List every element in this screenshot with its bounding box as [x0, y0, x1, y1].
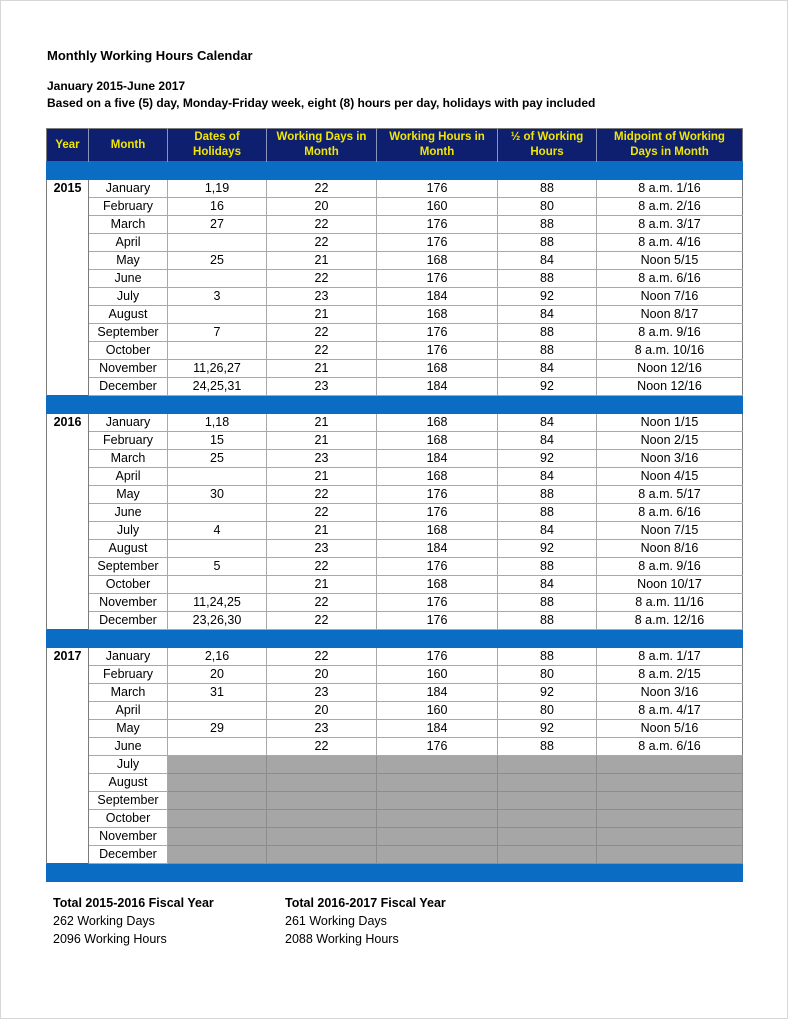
working-hours-cell: 176 [377, 324, 498, 342]
midpoint-cell: Noon 7/15 [597, 522, 743, 540]
header-midpoint-line2: Days in Month [630, 146, 709, 158]
header-working-days [267, 129, 377, 162]
working-days-cell: 22 [267, 234, 377, 252]
working-hours-cell: 168 [377, 306, 498, 324]
empty-shaded-cell [498, 846, 597, 864]
half-hours-cell: 92 [498, 288, 597, 306]
empty-shaded-cell [597, 810, 743, 828]
working-days-cell: 21 [267, 432, 377, 450]
table-row [47, 360, 743, 378]
holidays-cell: 30 [168, 486, 267, 504]
empty-shaded-cell [377, 792, 498, 810]
half-hours-cell: 84 [498, 306, 597, 324]
header-month: Month [89, 129, 168, 162]
date-range-subtitle: January 2015-June 2017 [47, 79, 186, 93]
empty-shaded-cell [377, 846, 498, 864]
separator-bar [47, 864, 743, 882]
half-hours-cell: 80 [498, 198, 597, 216]
table-row [47, 612, 743, 630]
month-cell: January [89, 414, 168, 432]
basis-subtitle: Based on a five (5) day, Monday-Friday week, eight (8) hours per day, holidays with pay included [47, 96, 596, 110]
working-days-cell: 20 [267, 702, 377, 720]
empty-shaded-cell [597, 792, 743, 810]
midpoint-cell: Noon 8/16 [597, 540, 743, 558]
separator-bar-cell [47, 396, 743, 414]
working-days-cell: 21 [267, 522, 377, 540]
holidays-cell [168, 306, 267, 324]
month-cell: April [89, 702, 168, 720]
empty-shaded-cell [267, 774, 377, 792]
table-row [47, 558, 743, 576]
empty-shaded-cell [168, 810, 267, 828]
table-row [47, 540, 743, 558]
working-days-cell: 21 [267, 252, 377, 270]
fiscal-total-hours: 2096 Working Hours [53, 932, 167, 946]
midpoint-cell: 8 a.m. 2/16 [597, 198, 743, 216]
month-cell: August [89, 540, 168, 558]
working-days-cell: 23 [267, 450, 377, 468]
table-row [47, 576, 743, 594]
header-working-hours [377, 129, 498, 162]
holidays-cell: 3 [168, 288, 267, 306]
midpoint-cell: Noon 3/16 [597, 684, 743, 702]
empty-shaded-cell [377, 810, 498, 828]
holidays-cell [168, 576, 267, 594]
working-days-cell: 23 [267, 288, 377, 306]
midpoint-cell: 8 a.m. 4/17 [597, 702, 743, 720]
midpoint-cell: 8 a.m. 9/16 [597, 324, 743, 342]
month-cell: November [89, 594, 168, 612]
month-cell: February [89, 666, 168, 684]
month-cell: May [89, 486, 168, 504]
midpoint-cell: 8 a.m. 10/16 [597, 342, 743, 360]
midpoint-cell: 8 a.m. 11/16 [597, 594, 743, 612]
holidays-cell: 31 [168, 684, 267, 702]
table-row [47, 468, 743, 486]
month-cell: July [89, 522, 168, 540]
header-holidays-line1: Dates of [194, 131, 240, 143]
empty-shaded-cell [377, 774, 498, 792]
working-hours-cell: 176 [377, 558, 498, 576]
fiscal-total-2015-2016 [53, 894, 214, 948]
empty-shaded-cell [597, 774, 743, 792]
separator-bar [47, 630, 743, 648]
holidays-cell [168, 342, 267, 360]
month-cell: September [89, 558, 168, 576]
holidays-cell: 25 [168, 252, 267, 270]
fiscal-total-2016-2017 [285, 894, 446, 948]
midpoint-cell: Noon 5/15 [597, 252, 743, 270]
separator-bar-cell [47, 864, 743, 882]
working-hours-cell: 160 [377, 198, 498, 216]
working-hours-cell: 176 [377, 594, 498, 612]
midpoint-cell: 8 a.m. 5/17 [597, 486, 743, 504]
half-hours-cell: 88 [498, 504, 597, 522]
working-hours-cell: 168 [377, 576, 498, 594]
header-year: Year [47, 129, 89, 162]
working-hours-cell: 176 [377, 504, 498, 522]
working-hours-cell: 168 [377, 252, 498, 270]
holidays-cell: 11,26,27 [168, 360, 267, 378]
fiscal-total-heading: Total 2015-2016 Fiscal Year [53, 896, 214, 910]
header-working-days-line2: Month [304, 146, 339, 158]
empty-shaded-cell [168, 774, 267, 792]
month-cell: February [89, 198, 168, 216]
empty-shaded-cell [267, 756, 377, 774]
month-cell: June [89, 504, 168, 522]
holidays-cell: 1,19 [168, 180, 267, 198]
empty-shaded-cell [498, 756, 597, 774]
half-hours-cell: 88 [498, 558, 597, 576]
month-cell: July [89, 288, 168, 306]
month-cell: July [89, 756, 168, 774]
working-hours-cell: 184 [377, 540, 498, 558]
month-cell: November [89, 360, 168, 378]
holidays-cell [168, 738, 267, 756]
working-hours-cell: 176 [377, 648, 498, 666]
table-row [47, 594, 743, 612]
working-days-cell: 21 [267, 468, 377, 486]
empty-shaded-cell [267, 828, 377, 846]
header-half-hours [498, 129, 597, 162]
separator-bar-cell [47, 162, 743, 180]
empty-shaded-cell [597, 828, 743, 846]
month-cell: December [89, 612, 168, 630]
midpoint-cell: Noon 2/15 [597, 432, 743, 450]
header-half-hours-line1: ½ of Working [510, 131, 584, 143]
table-row [47, 774, 743, 792]
header-midpoint-line1: Midpoint of Working [614, 131, 725, 143]
table-row [47, 234, 743, 252]
table-row [47, 414, 743, 432]
working-days-cell: 22 [267, 270, 377, 288]
empty-shaded-cell [267, 846, 377, 864]
month-cell: August [89, 774, 168, 792]
working-days-cell: 22 [267, 558, 377, 576]
table-row [47, 666, 743, 684]
table-row [47, 738, 743, 756]
fiscal-total-days: 262 Working Days [53, 914, 155, 928]
holidays-cell [168, 504, 267, 522]
midpoint-cell: Noon 5/16 [597, 720, 743, 738]
month-cell: April [89, 468, 168, 486]
holidays-cell: 11,24,25 [168, 594, 267, 612]
midpoint-cell: 8 a.m. 1/16 [597, 180, 743, 198]
month-cell: February [89, 432, 168, 450]
working-hours-cell: 184 [377, 684, 498, 702]
working-hours-cell: 168 [377, 360, 498, 378]
midpoint-cell: Noon 10/17 [597, 576, 743, 594]
header-working-days-line1: Working Days in [276, 131, 367, 143]
month-cell: December [89, 846, 168, 864]
table-row [47, 270, 743, 288]
table-row [47, 342, 743, 360]
month-cell: March [89, 684, 168, 702]
midpoint-cell: 8 a.m. 1/17 [597, 648, 743, 666]
working-hours-cell: 160 [377, 702, 498, 720]
month-cell: August [89, 306, 168, 324]
half-hours-cell: 92 [498, 684, 597, 702]
month-cell: October [89, 342, 168, 360]
half-hours-cell: 92 [498, 540, 597, 558]
half-hours-cell: 84 [498, 522, 597, 540]
midpoint-cell: 8 a.m. 6/16 [597, 504, 743, 522]
working-days-cell: 22 [267, 216, 377, 234]
table-row [47, 450, 743, 468]
table-row [47, 432, 743, 450]
working-days-cell: 21 [267, 360, 377, 378]
table-row [47, 378, 743, 396]
working-days-cell: 22 [267, 504, 377, 522]
midpoint-cell: Noon 1/15 [597, 414, 743, 432]
empty-shaded-cell [168, 792, 267, 810]
table-header-row [47, 129, 743, 162]
table-row [47, 702, 743, 720]
working-days-cell: 21 [267, 576, 377, 594]
working-hours-cell: 168 [377, 432, 498, 450]
working-days-cell: 20 [267, 666, 377, 684]
midpoint-cell: 8 a.m. 4/16 [597, 234, 743, 252]
empty-shaded-cell [498, 810, 597, 828]
empty-shaded-cell [498, 828, 597, 846]
working-days-cell: 20 [267, 198, 377, 216]
midpoint-cell: 8 a.m. 2/15 [597, 666, 743, 684]
month-cell: May [89, 720, 168, 738]
half-hours-cell: 84 [498, 252, 597, 270]
year-cell: 2016 [47, 414, 89, 630]
empty-shaded-cell [267, 792, 377, 810]
year-cell: 2015 [47, 180, 89, 396]
header-half-hours-line2: Hours [530, 146, 564, 158]
empty-shaded-cell [498, 774, 597, 792]
half-hours-cell: 88 [498, 180, 597, 198]
half-hours-cell: 84 [498, 360, 597, 378]
working-days-cell: 22 [267, 324, 377, 342]
half-hours-cell: 88 [498, 216, 597, 234]
table-row [47, 684, 743, 702]
working-days-cell: 22 [267, 612, 377, 630]
half-hours-cell: 92 [498, 450, 597, 468]
table-row [47, 324, 743, 342]
midpoint-cell: 8 a.m. 3/17 [597, 216, 743, 234]
working-days-cell: 22 [267, 594, 377, 612]
working-hours-cell: 176 [377, 342, 498, 360]
header-working-hours-line1: Working Hours in [389, 131, 485, 143]
holidays-cell: 23,26,30 [168, 612, 267, 630]
empty-shaded-cell [498, 792, 597, 810]
table-row [47, 720, 743, 738]
month-cell: January [89, 648, 168, 666]
working-days-cell: 21 [267, 414, 377, 432]
midpoint-cell: 8 a.m. 12/16 [597, 612, 743, 630]
working-hours-cell: 168 [377, 522, 498, 540]
half-hours-cell: 84 [498, 468, 597, 486]
empty-shaded-cell [168, 828, 267, 846]
fiscal-total-hours: 2088 Working Hours [285, 932, 399, 946]
working-days-cell: 23 [267, 684, 377, 702]
midpoint-cell: Noon 7/16 [597, 288, 743, 306]
table-row [47, 306, 743, 324]
holidays-cell: 24,25,31 [168, 378, 267, 396]
holidays-cell: 25 [168, 450, 267, 468]
half-hours-cell: 88 [498, 648, 597, 666]
midpoint-cell: Noon 3/16 [597, 450, 743, 468]
working-hours-cell: 184 [377, 450, 498, 468]
table-body [47, 162, 743, 882]
fiscal-total-days: 261 Working Days [285, 914, 387, 928]
working-hours-cell: 176 [377, 234, 498, 252]
working-hours-cell: 176 [377, 180, 498, 198]
half-hours-cell: 88 [498, 342, 597, 360]
half-hours-cell: 88 [498, 486, 597, 504]
holidays-cell [168, 468, 267, 486]
table-row [47, 504, 743, 522]
table-row [47, 648, 743, 666]
holidays-cell: 27 [168, 216, 267, 234]
month-cell: June [89, 270, 168, 288]
working-days-cell: 22 [267, 738, 377, 756]
table-row [47, 288, 743, 306]
half-hours-cell: 88 [498, 324, 597, 342]
table-row [47, 846, 743, 864]
half-hours-cell: 80 [498, 666, 597, 684]
working-hours-cell: 160 [377, 666, 498, 684]
empty-shaded-cell [597, 846, 743, 864]
holidays-cell: 15 [168, 432, 267, 450]
holidays-cell: 16 [168, 198, 267, 216]
holidays-cell: 2,16 [168, 648, 267, 666]
month-cell: April [89, 234, 168, 252]
table-row [47, 180, 743, 198]
header-holidays-line2: Holidays [193, 146, 241, 158]
half-hours-cell: 80 [498, 702, 597, 720]
table-row [47, 252, 743, 270]
midpoint-cell: Noon 4/15 [597, 468, 743, 486]
holidays-cell: 20 [168, 666, 267, 684]
working-days-cell: 22 [267, 180, 377, 198]
working-hours-cell: 176 [377, 612, 498, 630]
table-row [47, 756, 743, 774]
holidays-cell: 4 [168, 522, 267, 540]
month-cell: May [89, 252, 168, 270]
working-hours-cell: 176 [377, 216, 498, 234]
half-hours-cell: 88 [498, 612, 597, 630]
month-cell: June [89, 738, 168, 756]
month-cell: March [89, 216, 168, 234]
working-days-cell: 22 [267, 648, 377, 666]
midpoint-cell: Noon 8/17 [597, 306, 743, 324]
working-hours-cell: 176 [377, 738, 498, 756]
empty-shaded-cell [377, 828, 498, 846]
year-cell: 2017 [47, 648, 89, 864]
fiscal-total-heading: Total 2016-2017 Fiscal Year [285, 896, 446, 910]
half-hours-cell: 84 [498, 432, 597, 450]
working-hours-cell: 176 [377, 270, 498, 288]
half-hours-cell: 88 [498, 594, 597, 612]
empty-shaded-cell [267, 810, 377, 828]
holidays-cell: 7 [168, 324, 267, 342]
midpoint-cell: Noon 12/16 [597, 360, 743, 378]
month-cell: October [89, 810, 168, 828]
midpoint-cell: Noon 12/16 [597, 378, 743, 396]
holidays-cell [168, 540, 267, 558]
working-days-cell: 23 [267, 720, 377, 738]
header-holidays [168, 129, 267, 162]
table-row [47, 810, 743, 828]
working-hours-cell: 184 [377, 720, 498, 738]
holidays-cell: 5 [168, 558, 267, 576]
holidays-cell [168, 702, 267, 720]
header-midpoint [597, 129, 743, 162]
table-row [47, 792, 743, 810]
working-days-cell: 22 [267, 342, 377, 360]
working-days-cell: 23 [267, 378, 377, 396]
holidays-cell: 1,18 [168, 414, 267, 432]
header-working-hours-line2: Month [419, 146, 455, 158]
table-row [47, 486, 743, 504]
separator-bar [47, 396, 743, 414]
half-hours-cell: 88 [498, 270, 597, 288]
working-days-cell: 21 [267, 306, 377, 324]
separator-bar-cell [47, 630, 743, 648]
holidays-cell [168, 270, 267, 288]
half-hours-cell: 84 [498, 576, 597, 594]
table-row [47, 216, 743, 234]
table-row [47, 828, 743, 846]
working-hours-table [46, 128, 743, 882]
month-cell: January [89, 180, 168, 198]
midpoint-cell: 8 a.m. 6/16 [597, 738, 743, 756]
working-days-cell: 23 [267, 540, 377, 558]
working-hours-cell: 184 [377, 378, 498, 396]
working-hours-cell: 168 [377, 414, 498, 432]
half-hours-cell: 88 [498, 738, 597, 756]
month-cell: December [89, 378, 168, 396]
empty-shaded-cell [168, 846, 267, 864]
working-hours-cell: 176 [377, 486, 498, 504]
empty-shaded-cell [597, 756, 743, 774]
month-cell: September [89, 792, 168, 810]
month-cell: March [89, 450, 168, 468]
table-row [47, 198, 743, 216]
table-row [47, 522, 743, 540]
holidays-cell [168, 234, 267, 252]
month-cell: October [89, 576, 168, 594]
empty-shaded-cell [168, 756, 267, 774]
half-hours-cell: 92 [498, 378, 597, 396]
month-cell: September [89, 324, 168, 342]
half-hours-cell: 88 [498, 234, 597, 252]
page-title: Monthly Working Hours Calendar [47, 48, 253, 63]
month-cell: November [89, 828, 168, 846]
working-hours-cell: 168 [377, 468, 498, 486]
half-hours-cell: 84 [498, 414, 597, 432]
midpoint-cell: 8 a.m. 6/16 [597, 270, 743, 288]
working-hours-cell: 184 [377, 288, 498, 306]
half-hours-cell: 92 [498, 720, 597, 738]
midpoint-cell: 8 a.m. 9/16 [597, 558, 743, 576]
empty-shaded-cell [377, 756, 498, 774]
holidays-cell: 29 [168, 720, 267, 738]
working-days-cell: 22 [267, 486, 377, 504]
separator-bar [47, 162, 743, 180]
